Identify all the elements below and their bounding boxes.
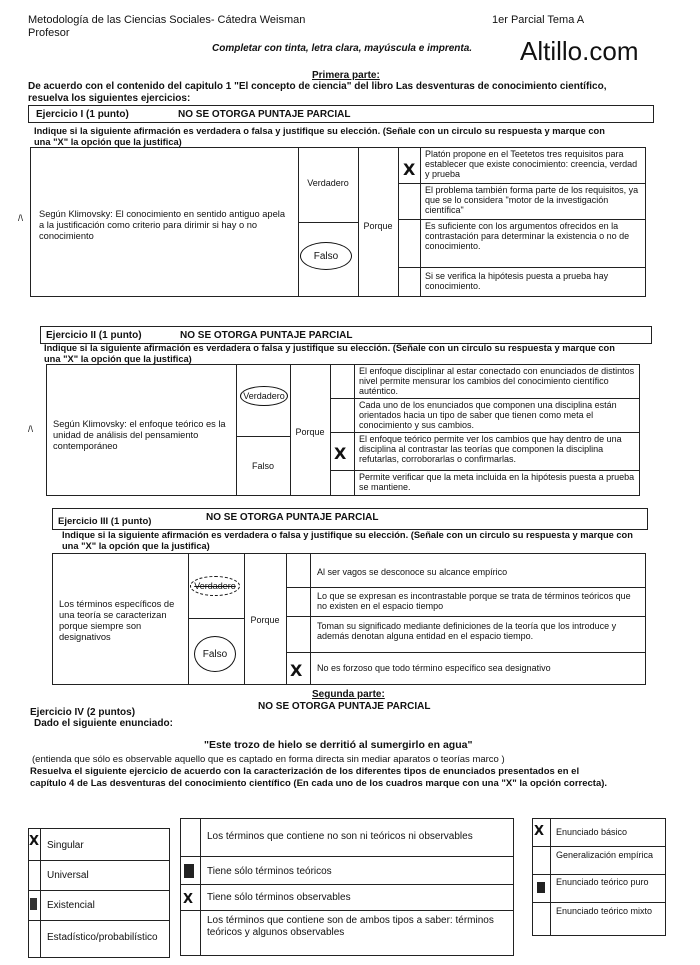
table-c-item-1[interactable]: Enunciado básico <box>556 827 628 837</box>
table-a-item-3[interactable]: Existencial <box>47 900 95 911</box>
ex1-title: Ejercicio I (1 punto) <box>36 109 129 120</box>
ex1-instr-line2: una "X" la opción que la justifica) <box>34 137 182 147</box>
ex2-option-1: El enfoque disciplinar al estar conectado con enunciados de distintos nivel permite mensurar los cambios del conocimiento científico auténtico. <box>359 366 635 396</box>
table-c-fill-mark <box>537 882 545 893</box>
part1-title: Primera parte: <box>312 70 380 81</box>
ex3-statement: Los términos específicos de una teoría se caracterizan porque siempre son designativos <box>59 599 175 642</box>
ex3-option-2: Lo que se expresan es incontrastable porque se trata de términos teóricos que no existen en el espacio tiempo <box>317 591 631 611</box>
ex2-true: Verdadero <box>243 391 285 401</box>
ex1-false-circled[interactable] <box>300 242 352 270</box>
table-b-fill-mark <box>184 864 194 878</box>
ex2-margin-mark: /\ <box>28 424 34 434</box>
ex1-option-4: Si se verifica la hipótesis puesta a prueba hay conocimiento. <box>425 271 609 291</box>
ex4-no-partial: NO SE OTORGA PUNTAJE PARCIAL <box>258 701 431 712</box>
ex4-given: Dado el siguiente enunciado: <box>34 718 173 729</box>
ex1-option-2: El problema también forma parte de los requisitos, ya que se lo considera "motor de la investigación científica" <box>425 185 639 215</box>
table-c-item-4[interactable]: Enunciado teórico mixto <box>556 906 653 916</box>
ex1-option-1: Platón propone en el Teetetos tres requisitos para establecer que existe conocimiento: creencia, verdad y prueba <box>425 149 638 179</box>
table-a-fill-mark <box>30 898 37 910</box>
part2-title: Segunda parte: <box>312 689 385 700</box>
ex2-instr-line1: Indique si la siguiente afirmación es verdadera o falsa y justifique su elección. (Señale con un circulo su respuesta y marque con <box>44 343 615 353</box>
ex2-option-2: Cada uno de los enunciados que componen una disciplina están orientados hacia un tipo de saber que tienen como meta el conocimiento y sus cambios. <box>359 400 617 430</box>
ex3-no-partial: NO SE OTORGA PUNTAJE PARCIAL <box>206 512 379 523</box>
table-c-item-3[interactable]: Enunciado teórico puro <box>556 877 649 887</box>
table-c-x-mark[interactable]: X <box>534 824 545 839</box>
table-c-item-2[interactable]: Generalización empírica <box>556 850 654 860</box>
table-b-item-1[interactable]: Los términos que contiene no son ni teóricos ni observables <box>207 831 473 842</box>
ex3-option-3: Toman su significado mediante definiciones de la teoría que los introduce y además denotan alguna entidad en el espacio tiempo. <box>317 621 617 641</box>
ex2-false[interactable]: Falso <box>251 461 274 471</box>
ex3-instr-line2: una "X" la opción que la justifica) <box>62 541 210 551</box>
part1-intro-line2: resuelva los siguientes ejercicios: <box>28 93 191 104</box>
ex2-no-partial: NO SE OTORGA PUNTAJE PARCIAL <box>180 330 353 341</box>
table-a-x-mark[interactable]: X <box>29 834 40 849</box>
instruction: Completar con tinta, letra clara, mayúscula e imprenta. <box>212 43 473 54</box>
ex3-title: Ejercicio III (1 punto) <box>58 516 152 527</box>
ex2-true-circled[interactable] <box>240 386 288 406</box>
ex4-title: Ejercicio IV (2 puntos) <box>30 707 136 718</box>
table-b-item-3[interactable]: Tiene sólo términos observables <box>207 892 351 903</box>
table-a-item-4[interactable]: Estadístico/probabilístico <box>47 932 158 943</box>
ex1-no-partial: NO SE OTORGA PUNTAJE PARCIAL <box>178 109 351 120</box>
ex1-false: Falso <box>313 250 339 262</box>
ex2-title: Ejercicio II (1 punto) <box>46 330 142 341</box>
ex1-true[interactable]: Verdadero <box>307 178 349 188</box>
ex3-false-circled[interactable] <box>194 636 236 672</box>
ex1-statement: Según Klimovsky: El conocimiento en sentido antiguo apela a la justificación como criterio para dirimir si hay o no conocimiento <box>39 209 285 241</box>
table-a-item-2[interactable]: Universal <box>47 870 89 881</box>
ex3-true-struck[interactable] <box>190 576 240 596</box>
table-b-item-2[interactable]: Tiene sólo términos teóricos <box>207 866 332 877</box>
ex4-note: (entienda que sólo es observable aquello que es captado en forma directa sin mediar aparatos o teorías marco ) <box>32 754 505 765</box>
ex1-margin-mark: /\ <box>18 213 24 223</box>
ex2-option-4: Permite verificar que la meta incluida en la hipótesis puesta a prueba se mantiene. <box>359 472 635 492</box>
ex2-x-mark[interactable]: X <box>334 444 347 463</box>
table-a-item-1[interactable]: Singular <box>47 840 84 851</box>
ex3-true: Verdadero <box>194 581 236 591</box>
table-b-item-4[interactable]: Los términos que contiene son de ambos tipos a saber: términos teóricos y algunos observables <box>207 915 494 938</box>
ex2-option-3: El enfoque teórico permite ver los cambios que hay dentro de una disciplina al contrastar las teorías que componen la disciplina refutarlas, corroborarlas o confirmarlas. <box>359 434 622 464</box>
ex1-because: Porque <box>363 221 393 231</box>
watermark: Altillo.com <box>520 36 639 66</box>
ex2-because: Porque <box>295 427 325 437</box>
ex1-option-3: Es suficiente con los argumentos ofrecidos en la contrastación para determinar la existencia o no de conocimiento. <box>425 221 630 251</box>
ex3-instr-line1: Indique si la siguiente afirmación es verdadera o falsa y justifique su elección. (Señale con un circulo su respuesta y marque con <box>62 530 633 540</box>
table-b-x-mark[interactable]: X <box>183 892 194 907</box>
ex2-statement: Según Klimovsky: el enfoque teórico es la unidad de análisis del pensamiento contemporáneo <box>53 419 226 451</box>
ex2-instr-line2: una "X" la opción que la justifica) <box>44 354 192 364</box>
ex3-option-1: Al ser vagos se desconoce su alcance empírico <box>317 567 508 577</box>
part1-intro-line1: De acuerdo con el contenido del capitulo 1 "El concepto de ciencia" del libro Las desventuras de conocimiento científico, <box>28 81 607 92</box>
ex4-quote: "Este trozo de hielo se derritió al sumergirlo en agua" <box>204 739 473 751</box>
course-title: Metodología de las Ciencias Sociales- Cátedra Weisman <box>28 14 306 26</box>
ex3-because: Porque <box>250 615 280 625</box>
ex4-instr-line1: Resuelva el siguiente ejercicio de acuerdo con la caracterización de los diferentes tipos de enunciados presentados en el <box>30 766 580 777</box>
ex4-instr-line2: capítulo 4 de Las desventuras del conocimiento científico (En cada uno de los cuadros marque con una "X" la opción correcta). <box>30 778 608 789</box>
ex3-x-mark[interactable]: X <box>290 661 303 680</box>
professor-label: Profesor <box>28 27 70 39</box>
exam-label: 1er Parcial Tema A <box>492 14 585 26</box>
ex1-x-mark[interactable]: X <box>403 160 416 179</box>
ex1-instr-line1: Indique si la siguiente afirmación es verdadera o falsa y justifique su elección. (Señale con un circulo su respuesta y marque con <box>34 126 605 136</box>
ex3-false: Falso <box>202 648 228 660</box>
ex3-option-4: No es forzoso que todo término específico sea designativo <box>317 663 551 673</box>
